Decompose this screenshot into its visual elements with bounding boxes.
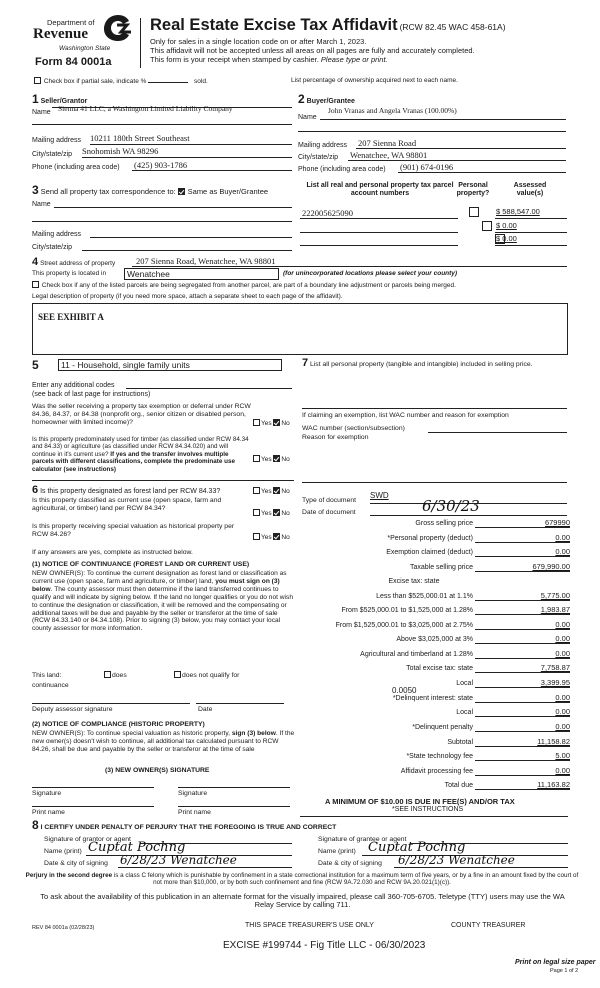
seller-mailing-line [90,144,292,145]
use-q2-answer [253,455,290,464]
grantee-date-line [394,867,568,868]
partial-sale-percent-field[interactable] [148,82,188,83]
parcels-col1-header: List all real and personal property tax parcel account numbers [306,182,454,198]
deputy-date-field[interactable] [196,703,284,704]
notice1-title: (1) NOTICE OF CONTINUANCE (FOREST LAND OR CURRENT USE) [32,561,250,568]
calc-label: *Delinquent interest: state [392,694,473,702]
parcel-line-1 [300,218,458,219]
buyer-name-line [320,119,566,120]
additional-codes-field[interactable] [126,388,292,389]
located-label: This property is located in [32,270,107,277]
header-note-2: This affidavit will not be accepted unless all areas on all pages are fully and accurately completed. [150,46,475,55]
partial-sale-suffix: sold. [194,78,208,85]
calc-row [300,706,570,717]
no-label: No [281,510,290,517]
doc-type-field[interactable]: SWD [370,491,389,500]
new-owner-signature-2[interactable] [178,787,290,788]
calc-leader-line [475,563,510,572]
use-q2 [32,436,250,473]
located-select[interactable]: Wenatchee [124,268,279,280]
no-label: No [281,488,290,495]
yes-label: Yes [261,420,272,427]
buyer-city-field[interactable]: Wenatchee, WA 98801 [350,150,428,160]
calc-row [300,677,570,688]
dept-line2: Revenue [33,26,88,42]
seller-mailing-field[interactable]: 10211 180th Street Southeast [90,133,190,143]
calc-label: Above $3,025,000 at 3% [396,635,473,643]
calc-leader-line [475,723,510,732]
buyer-heading [298,92,355,106]
ownership-note: List percentage of ownership acquired next to each name. [291,77,458,84]
continuance-label: continuance [32,682,69,689]
correspondence-heading [32,183,268,197]
new-owner-print-1[interactable] [32,806,154,807]
calc-label: Exemption claimed (deduct) [386,548,473,556]
calc-label: Local [456,679,473,687]
forest-q3: Is this property receiving special valuation as historical property per RCW 84.26? [32,523,235,539]
print-name-label-2: Print name [178,809,211,816]
form-title-ref: (RCW 82.45 WAC 458-61A) [399,22,506,32]
does-label: does [112,672,127,679]
calc-row [300,736,570,747]
calc-bottom-line [300,816,568,817]
calc-leader-line [475,767,510,776]
calc-leader-line [475,534,510,543]
corr-name-field[interactable] [54,207,292,208]
corr-mailing-field[interactable] [90,237,292,238]
use-q1-answer [253,419,290,428]
assessed-value-2[interactable]: $ 0.00 [496,221,517,230]
buyer-name-label: Name [298,114,317,121]
personal-property-section-number: 7 [302,357,309,369]
header-divider [140,18,141,68]
calc-value[interactable]: 1,983.87 [510,605,570,615]
county-treasurer: COUNTY TREASURER [451,922,526,929]
yes-label: Yes [261,510,272,517]
forest-q3-no-checkbox[interactable] [273,533,280,540]
corr-name-line-2 [32,221,292,222]
notice1-bold: you must sign on (3) below [32,577,280,593]
doc-date-field[interactable]: 6/30/23 [422,497,480,515]
excise-stamp: EXCISE #199744 - Fig Title LLC - 06/30/2023 [223,940,426,951]
perjury-text: is a class C felony which is punishable by confinement in a state correctional institution for a maximum term of five years, or by a fine in an amount fixed by the court of not more than $10,000, or by both such confinement and fine (RCW 9A.72.030 and RCW 9A.20.021(1)(c)). [112,872,579,887]
calc-row [300,546,570,557]
use-q2-text: Is this property predominately used for timber (as classified under RCW 84.34 and 84.33) or agriculture (as classified under RCW 84.34.020) and will continue in it's current use? [32,436,249,458]
perjury-note [22,872,582,886]
forest-q1: Is this property designated as forest land per RCW 84.33? [40,488,221,495]
calc-label: Local [456,708,473,716]
buyer-city-label: City/state/zip [298,154,339,161]
legal-description-box[interactable] [32,303,568,355]
calc-value[interactable]: 11,158.82 [510,737,570,747]
assessed-line-3 [495,245,567,246]
does-checkbox[interactable] [104,671,111,678]
calc-value[interactable]: 7,758.87 [510,663,570,673]
yes-label: Yes [261,456,272,463]
corr-city-label: City/state/zip [32,244,73,251]
dept-line1: Department of [47,18,95,27]
same-as-buyer-checkbox[interactable] [178,188,185,195]
use-q2-no-checkbox[interactable] [273,455,280,462]
segregated-label: Check box if any of the listed parcels are being segregated from another parcel, are part of a boundary line adjustment or parcels being merged. [41,282,456,289]
form-title: Real Estate Excise Tax Affidavit [150,16,398,34]
seller-city-field[interactable]: Snohomish WA 98296 [82,146,159,156]
accessibility-note: To ask about the availability of this publication in an alternate format for the visually impaired, please call 360-705-6705. Teletype (TTY) users may use the WA Relay Service by calling 711. [40,892,565,909]
calc-row [300,750,570,761]
calc-value[interactable]: 679990 [510,518,570,528]
partial-sale-checkbox[interactable] [34,77,41,84]
calc-value[interactable]: 0.00 [510,693,570,703]
calc-value[interactable]: 11,163.82 [510,780,570,790]
buyer-name-line-2 [298,131,566,132]
calc-leader-line [475,694,510,703]
perjury-bold: Perjury in the second degree [25,872,113,879]
calc-leader-line [475,738,510,747]
doc-type-label: Type of document [302,497,357,504]
calc-label: Taxable selling price [409,563,473,571]
property-street-field[interactable]: 207 Sienna Road, Wenatchee, WA 98801 [136,256,276,266]
seller-name-line-2 [32,124,292,125]
seller-name-field[interactable]: Sienna 41 LLC, a Washington Limited Liability Company [58,104,233,113]
form-number: Form 84 0001a [35,56,112,68]
calc-value[interactable]: 0.00 [510,722,570,732]
forest-q1-answer [253,487,290,496]
if-yes-note: If any answers are yes, complete as instructed below. [32,549,193,556]
forest-q3-yes-checkbox[interactable] [253,533,260,540]
no-label: No [281,420,290,427]
calc-row [300,692,570,703]
calc-row [300,532,570,543]
calc-leader-line [475,708,510,717]
use-q2-yes-checkbox[interactable] [253,455,260,462]
calc-leader-line [475,519,510,528]
new-owner-signature-1[interactable] [32,787,154,788]
notice2-text-a: NEW OWNER(S): To continue special valuation as historic property, [32,730,231,737]
yes-label: Yes [261,488,272,495]
deputy-signature-field[interactable] [32,703,190,704]
calc-leader-line [475,781,510,790]
forest-q3-answer [253,533,290,542]
seller-section-number: 1 [32,92,39,106]
assessed-line-2 [495,232,567,233]
does-not-option [174,671,239,680]
revenue-logo-icon [103,14,133,42]
calc-leader-line [475,650,510,659]
corr-mailing-label: Mailing address [32,231,82,238]
calc-label: Affidavit processing fee [400,767,473,775]
partial-sale-label: Check box if partial sale, indicate % [43,78,147,85]
parcel-number-3[interactable] [300,245,458,246]
forest-q2-yes-checkbox[interactable] [253,509,260,516]
calc-leader-line [475,606,510,615]
personal-property-field[interactable] [302,408,567,409]
new-owner-print-2[interactable] [178,806,290,807]
yes-label: Yes [261,534,272,541]
header-note-3 [150,55,388,64]
calc-value[interactable]: 5.00 [510,751,570,761]
forest-q1-no-checkbox[interactable] [273,487,280,494]
calc-label: Subtotal [447,738,473,746]
personal-property-heading [302,357,572,369]
seller-phone-label: Phone (including area code) [32,164,120,171]
buyer-name-field[interactable]: John Vranas and Angela Vranas (100.00%) [328,106,457,115]
land-use-select[interactable]: 11 - Household, single family units [58,359,282,371]
buyer-section-number: 2 [298,92,305,106]
calc-value[interactable]: 0.00 [510,620,570,630]
buyer-mailing-label: Mailing address [298,142,348,149]
print-legal-note: Print on legal size paper [515,959,596,966]
title-block [150,16,506,36]
deputy-sig-label: Deputy assessor signature [32,706,113,713]
calc-row [300,648,570,659]
grantee-date-sig[interactable]: 6/28/23 Wenatchee [398,853,515,867]
print-name-label-1: Print name [32,809,65,816]
use-q1: Was the seller receiving a property tax exemption or deferral under RCW 84.36, 84.37, or 84.38 (nonprofit org., senior citizen or disabled person, homeowner with limited income)? [32,403,251,426]
calc-label: Total due [444,781,473,789]
segregated-checkbox[interactable] [32,281,39,288]
calc-row [300,721,570,732]
wac-label: WAC number (section/subsection) [302,425,405,432]
forest-q1-row [32,484,220,497]
grantor-name-label: Name (print) [44,848,82,855]
section-5-divider [32,480,294,481]
forest-section-number: 6 [32,484,39,496]
dept-line3: Washington State [59,45,111,52]
calc-value[interactable]: 0.00 [510,649,570,659]
additional-codes-label: Enter any additional codes [32,382,115,389]
signature-label-2: Signature [178,790,208,797]
calc-leader-line [475,635,510,644]
use-q1-yes-checkbox[interactable] [253,419,260,426]
property-street-label: Street address of property [40,260,116,267]
seller-name-label: Name [32,109,51,116]
does-not-label: does not qualify for [182,672,240,679]
seller-mailing-label: Mailing address [32,137,82,144]
forest-q2: Is this property classified as current use (open space, farm and agricultural, or timber) land per RCW 84.34? [32,497,222,513]
header-note-3-italic: Please type or print. [320,55,388,64]
buyer-phone-field[interactable]: (901) 674-0196 [400,162,454,172]
calc-row [300,662,570,673]
calc-row [300,619,570,630]
notice2-title: (2) NOTICE OF COMPLIANCE (HISTORIC PROPERTY) [32,721,205,728]
notice2-text-b: . If the new owner(s) doesn't wish to continue, all additional tax calculated pursuant to RCW 84.26, shall be due and payable by the seller or transferor at the time of sale [32,730,295,753]
calc-value[interactable]: 0.00 [510,707,570,717]
use-section-number: 5 [32,358,39,372]
forest-q1-yes-checkbox[interactable] [253,487,260,494]
wac-number-field[interactable] [428,432,567,433]
correspondence-section-number: 3 [32,183,39,197]
calc-value[interactable]: 679,990.00 [510,562,570,572]
parcels-col3-header: Assessed value(s) [513,182,547,198]
use-q1-no-checkbox[interactable] [273,419,280,426]
seller-city-label: City/state/zip [32,151,73,158]
dor-logo [33,14,133,72]
calc-leader-line [475,664,510,673]
segregated-row [32,281,456,290]
notice1-text-a: NEW OWNER(S): To continue the current designation as forest land or classification as current use (open space, farm and agriculture, or timber) land, [32,570,287,585]
calc-value[interactable]: 0.00 [510,766,570,776]
no-label: No [281,534,290,541]
calc-value[interactable]: 0.00 [510,533,570,543]
grantee-date-label: Date & city of signing [318,860,382,867]
grantor-date-label: Date & city of signing [44,860,108,867]
personal-property-checkbox-1[interactable] [469,207,479,217]
notice1-body [32,570,296,633]
signature-label-1: Signature [32,790,62,797]
assessed-value-1[interactable]: $ 588,547.00 [496,207,540,216]
correspondence-label: Send all property tax correspondence to: [40,187,176,196]
does-not-checkbox[interactable] [174,671,181,678]
grantor-sig-label: Signature of grantor or agent [44,836,131,843]
no-label: No [281,456,290,463]
calc-leader-line [475,621,510,630]
forest-q2-answer [253,509,290,518]
legal-description-text: SEE EXHIBIT A [38,312,104,322]
assessed-line-1 [495,218,567,219]
buyer-mailing-field[interactable]: 207 Sienna Road [358,138,417,148]
certify-heading [32,818,336,832]
rev-number: REV 84 0001a (02/28/23) [32,925,95,931]
buyer-phone-label: Phone (including area code) [298,166,386,173]
calc-label: From $1,525,000.01 to $3,025,000 at 2.75% [335,621,473,629]
calc-row [300,633,570,644]
see-instructions: *SEE INSTRUCTIONS [392,806,464,813]
legal-label: Legal description of property (if you need more space, attach a separate sheet to each page of the affidavit). [32,293,343,300]
personal-property-label: List all personal property (tangible and intangible) included in selling price. [310,361,533,368]
property-street-line [132,266,567,267]
reason-label: Reason for exemption [302,434,369,441]
calc-leader-line [475,548,510,557]
same-as-buyer-label: Same as Buyer/Grantee [187,187,269,196]
certify-section-number: 8 [32,818,39,832]
doc-date-label: Date of document [302,509,356,516]
parcel-number-1[interactable]: 222005625090 [302,208,353,218]
local-rate: 0.0050 [392,686,417,695]
parcel-number-2[interactable] [300,232,458,233]
forest-q2-no-checkbox[interactable] [273,509,280,516]
certify-title: I CERTIFY UNDER PENALTY OF PERJURY THAT THE FOREGOING IS TRUE AND CORRECT [40,824,337,831]
reason-field[interactable] [302,482,567,483]
exemption-label: If claiming an exemption, list WAC number and reason for exemption [302,412,509,419]
this-land-label: This land: [32,672,62,679]
assessed-value-3[interactable]: $ 0.00 [496,234,517,243]
calc-value[interactable]: 0.00 [510,634,570,644]
personal-property-checkbox-2[interactable] [482,221,492,231]
grantor-date-line [118,867,292,868]
calc-row [300,590,570,601]
calc-label: Gross selling price [415,519,473,527]
additional-codes-note: (see back of last page for instructions) [32,391,151,398]
seller-title: Seller/Grantor [40,98,88,105]
partial-sale [34,77,208,86]
calc-leader-line [475,752,510,761]
seller-phone-field[interactable]: (425) 903-1786 [134,160,188,170]
grantee-name-sig[interactable]: Cuptat Pochng [368,840,466,855]
new-owner-sig-title: (3) NEW OWNER(S) SIGNATURE [105,767,210,774]
calc-value[interactable]: 3,399.95 [510,678,570,688]
corr-city-field[interactable] [82,250,292,251]
calc-label: *Delinquent penalty [412,723,473,731]
notice2-body [32,730,296,754]
calc-label: Less than $525,000.01 at 1.1% [376,592,473,600]
use-q2-bold: If yes and the transfer involves multiple parcels with different classifications, complete the predominate use calculator (see instructions) [32,450,235,473]
buyer-title: Buyer/Grantee [306,98,355,105]
calc-row [300,779,570,790]
grantee-name-label: Name (print) [318,848,356,855]
minimum-note: A MINIMUM OF $10.00 IS DUE IN FEE(S) AND/OR TAX [325,797,515,806]
seller-city-line [82,157,292,158]
property-heading [32,256,115,269]
deputy-date-label: Date [198,706,213,713]
calc-label: *State technology fee [406,752,473,760]
located-note: (for unincorporated locations please select your county) [283,270,458,277]
parcels-col2-header: Personal property? [456,182,490,198]
doc-date-line [370,515,567,516]
corr-name-label: Name [32,201,51,208]
property-section-number: 4 [32,256,39,268]
calc-row [300,517,570,528]
calc-label: From $525,000.01 to $1,525,000 at 1.28% [341,606,473,614]
calc-label: *Personal property (deduct) [387,534,473,542]
calc-row [300,765,570,776]
grantee-sig-label: Signature of grantee or agent [318,836,407,843]
calc-leader-line [475,679,510,688]
calc-leader-line [475,592,510,601]
page-number: Page 1 of 2 [550,968,579,974]
grantor-name-sig[interactable]: Cuptat Pochng [88,840,186,855]
treasurer-use: THIS SPACE TREASURER'S USE ONLY [245,922,374,929]
notice1-text-b: . The county assessor must then determine if the land transferred continues to qualify and will indicate by signing below. If the land no longer qualifies or you do not wish to continue the designation or classification, it will be removed and the compensating or additional taxes will be due and payable by the seller or transferor at the time of sale (RCW 84.33.140 or 84.34.108). Prior to signing (3) below, you may contact your local county assessor for more information. [32,585,293,633]
header-note-3-text: This form is your receipt when stamped by cashier. [150,55,319,64]
header-note-1: Only for sales in a single location code on or after March 1, 2023. [150,37,367,46]
grantor-date-sig[interactable]: 6/28/23 Wenatchee [120,853,237,867]
calc-label: Agricultural and timberland at 1.28% [360,650,473,658]
calc-row [300,561,570,572]
calc-label: Total excise tax: state [406,664,473,672]
calc-label: Excise tax: state [388,577,440,585]
notice2-bold: sign (3) below [231,730,276,737]
calc-row [300,604,570,615]
calc-value[interactable]: 5,775.00 [510,591,570,601]
does-option [104,671,127,680]
calc-value[interactable]: 0.00 [510,547,570,557]
calc-row [300,575,570,586]
